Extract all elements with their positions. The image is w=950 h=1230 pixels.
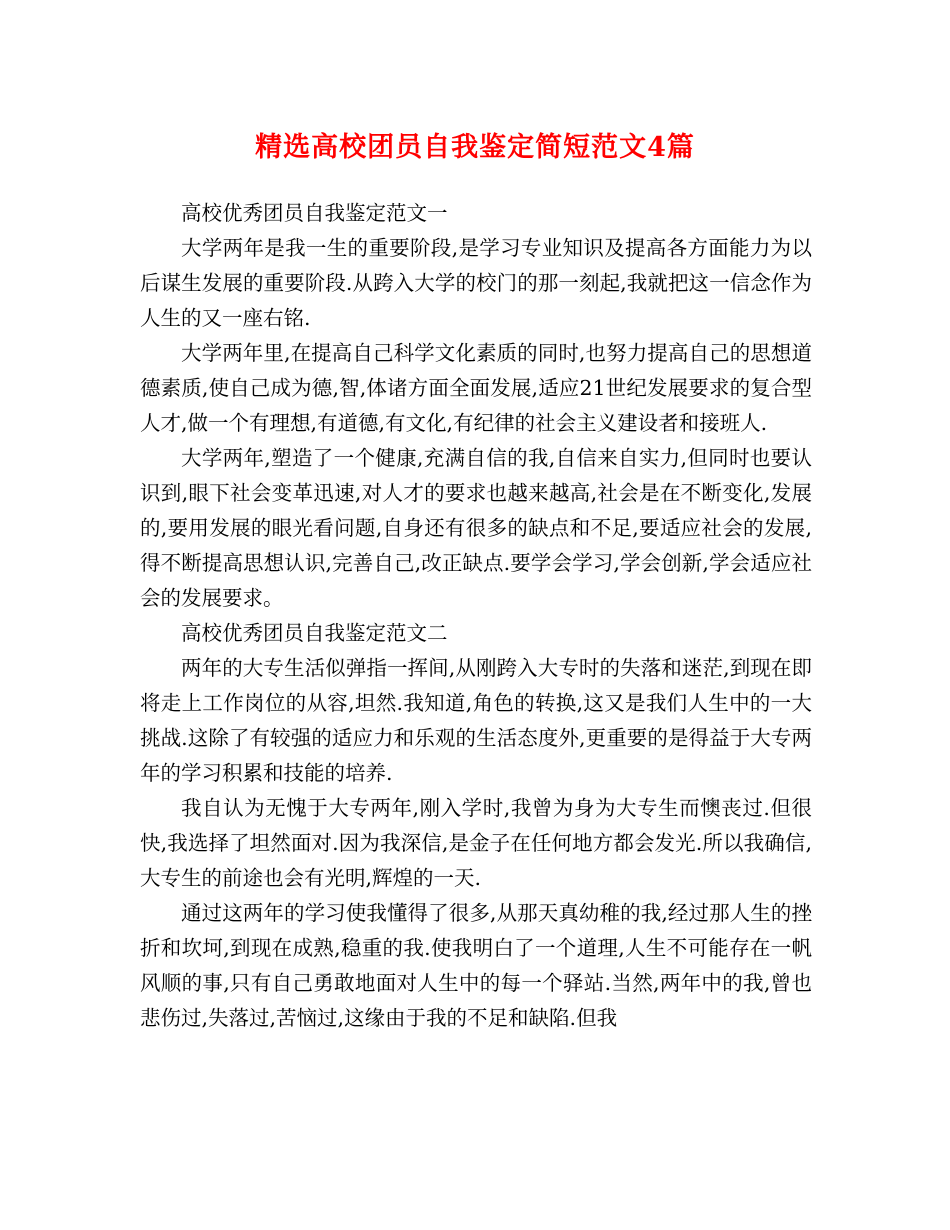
section-heading-1: 高校优秀团员自我鉴定范文一 <box>181 201 448 225</box>
document-title: 精选高校团员自我鉴定简短范文4篇 <box>255 132 695 163</box>
paragraph: 我自认为无愧于大专两年,刚入学时,我曾为身为大专生而懊丧过.但很快,我选择了坦然面对.因为我深信,是金子在任何地方都会发光.所以我确信,大专生的前途也会有光明,辉煌的一天. <box>140 796 812 890</box>
paragraph: 通过这两年的学习使我懂得了很多,从那天真幼稚的我,经过那人生的挫折和坎坷,到现在成熟,稳重的我.使我明白了一个道理,人生不可能存在一帆风顺的事,只有自己勇敢地面对人生中的每一个驿站.当然,两年中的我,曾也悲伤过,失落过,苦恼过,这缘由于我的不足和缺陷.但我 <box>140 901 812 1030</box>
paragraph: 大学两年是我一生的重要阶段,是学习专业知识及提高各方面能力为以后谋生发展的重要阶段.从跨入大学的校门的那一刻起,我就把这一信念作为人生的又一座右铭. <box>140 236 812 330</box>
document-body <box>140 196 812 1036</box>
paragraph: 大学两年,塑造了一个健康,充满自信的我,自信来自实力,但同时也要认识到,眼下社会变革迅速,对人才的要求也越来越高,社会是在不断变化,发展的,要用发展的眼光看问题,自身还有很多的缺点和不足,要适应社会的发展,得不断提高思想认识,完善自己,改正缺点.要学会学习,学会创新,学会适应社会的发展要求。 <box>140 446 812 610</box>
paragraph: 两年的大专生活似弹指一挥间,从刚跨入大专时的失落和迷茫,到现在即将走上工作岗位的从容,坦然.我知道,角色的转换,这又是我们人生中的一大挑战.这除了有较强的适应力和乐观的生活态度外,更重要的是得益于大专两年的学习积累和技能的培养. <box>140 656 812 785</box>
paragraph: 大学两年里,在提高自己科学文化素质的同时,也努力提高自己的思想道德素质,使自己成为德,智,体诸方面全面发展,适应21世纪发展要求的复合型人才,做一个有理想,有道德,有文化,有纪律的社会主义建设者和接班人. <box>140 341 812 435</box>
section-heading-2: 高校优秀团员自我鉴定范文二 <box>181 621 448 645</box>
